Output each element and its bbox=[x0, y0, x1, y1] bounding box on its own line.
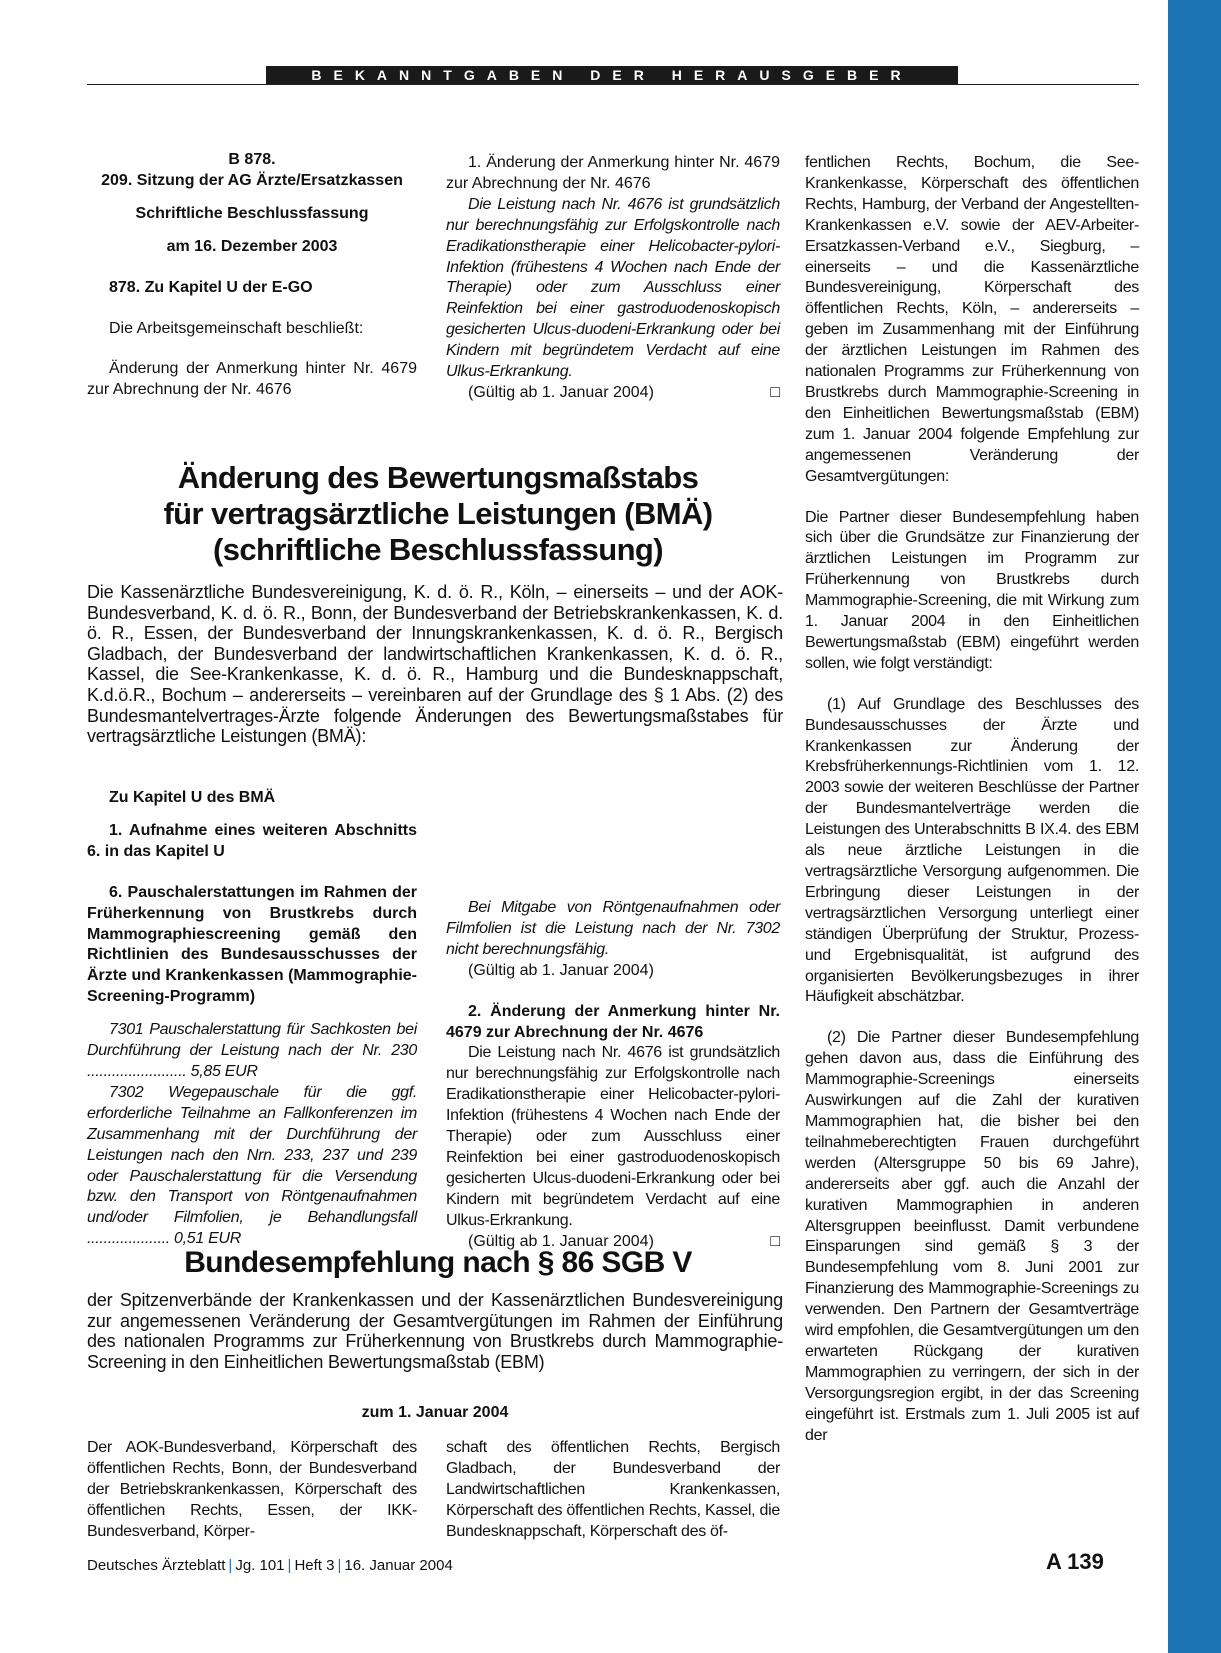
footer-citation bbox=[87, 1557, 453, 1574]
footer-separator: | bbox=[228, 1557, 233, 1574]
b878-change: Änderung der Anmerkung hinter Nr. 4679 zur Abrechnung der Nr. 4676 bbox=[87, 360, 417, 399]
page-number: A 139 bbox=[1046, 1549, 1104, 1574]
end-mark-icon: □ bbox=[770, 383, 780, 401]
b878-col2-heading: 1. Änderung der Anmerkung hinter Nr. 4679 zur Abrechnung der Nr. 4676 bbox=[446, 154, 780, 192]
bmae-chapter: Zu Kapitel U des BMÄ bbox=[109, 789, 276, 806]
header-rule bbox=[87, 84, 1139, 85]
footer-journal: Deutsches Ärzteblatt bbox=[87, 1557, 226, 1574]
bmae-title-line: für vertragsärztliche Leistungen (BMÄ) bbox=[163, 496, 713, 531]
bmae-note-7302: Bei Mitgabe von Röntgenaufnahmen oder Filmfolien ist die Leistung nach der Nr. 7302 nicht berechnungsfähig. bbox=[446, 899, 780, 958]
b878-date: am 16. Dezember 2003 bbox=[166, 237, 338, 255]
bmae-sub6: 6. Pauschalerstattungen im Rahmen der Früherkennung von Brustkrebs durch Mammographiescreening gemäß den Richtlinien des Bundesausschusses der Ärzte und Krankenkassen (Mammographie-Screening-Programm) bbox=[87, 883, 417, 1006]
b878-session: 209. Sitzung der AG Ärzte/Ersatzkassen bbox=[101, 171, 403, 189]
bmae-item-7301: 7301 Pauschalerstattung für Sachkosten bei Durchführung der Leistung nach der Nr. 230 ........................ 5,85 EUR bbox=[87, 1021, 417, 1080]
b878-resolves: Die Arbeitsgemeinschaft beschließt: bbox=[109, 319, 364, 337]
bmae-column-right bbox=[446, 898, 780, 1253]
bmae-sub2-text: Die Leistung nach Nr. 4676 ist grundsätzlich nur berechnungsfähig zur Erfolgskontrolle nach Eradikationstherapie einer Helicobacter-pylori-Infektion (frühestens 4 Wochen nach Ende der Therapie) oder zum Ausschluss einer Reinfektion bei einer gastroduodenoskopisch gesicherten Ulcus-duodeni-Erkrankung oder bei Kindern mit begründetem Verdacht auf eine Ulkus-Erkrankung. bbox=[446, 1044, 780, 1229]
empfehlung-col2: schaft des öffentlichen Rechts, Bergisch Gladbach, der Bundesverband der Landwirtschaftlichen Krankenkassen, Körperschaft des öffentlichen Rechts, Kassel, die Bundesknappschaft, Körperschaft des öf- bbox=[446, 1439, 780, 1540]
bmae-title-line: Änderung des Bewertungsmaßstabs bbox=[177, 460, 699, 495]
footer-separator: | bbox=[287, 1557, 292, 1574]
footer-separator: | bbox=[337, 1557, 342, 1574]
empfehlung-date: zum 1. Januar 2004 bbox=[361, 1404, 509, 1421]
b878-mode: Schriftliche Beschlussfassung bbox=[135, 204, 369, 222]
accent-sidebar bbox=[1168, 0, 1221, 1653]
b878-col2-text: Die Leistung nach Nr. 4676 ist grundsätzlich nur berechnungsfähig zur Erfolgskontrolle nach Eradikationstherapie einer Helicobacter-pylori-Infektion (frühestens 4 Wochen nach Ende der Therapie) oder zum Ausschluss einer Reinfektion bei einer gastroduodenoskopisch gesicherten Ulcus-duodeni-Erkrankung oder bei Kindern mit begründetem Verdacht auf eine Ulkus-Erkrankung. bbox=[446, 195, 780, 381]
bmae-intro: Die Kassenärztliche Bundesvereinigung, K. d. ö. R., Köln, – einerseits – und der AOK-Bundesverband, K. d. ö. R., Bonn, der Bundesverband der Betriebskrankenkassen, K. d. ö. R., Essen, der Bundesverband der Innungskrankenkassen, K. d. ö. R., Bergisch Gladbach, der Bundesverband der landwirtschaftlichen Krankenkassen, K. d. ö. R., Kassel, die See-Krankenkasse, K. d. ö. R., Hamburg und die Bundesknappschaft, K.d.ö.R., Bochum – andererseits – vereinbaren auf der Grundlage des § 1 Abs. (2) des Bundesmantelvertrages-Ärzte folgende Änderungen des Bewertungsmaßstabes für vertragsärztliche Leistungen (BMÄ): bbox=[87, 582, 783, 747]
empfehlung-col3 bbox=[805, 153, 1139, 1446]
bmae-sub2: 2. Änderung der Anmerkung hinter Nr. 4679 zur Abrechnung der Nr. 4676 bbox=[446, 1002, 780, 1041]
bmae-title bbox=[87, 460, 789, 568]
empfehlung-col3-p2: Die Partner dieser Bundesempfehlung haben sich über die Grundsätze zur Finanzierung der ärztlichen Leistungen im Programm zur Früherkennung von Brustkrebs durch Mammographie-Screening, die mit Wirkung zum 1. Januar 2004 in den Einheitlichen Bewertungsmaßstab (EBM) eingeführt werden sollen, wie folgt verständigt: bbox=[805, 508, 1139, 672]
bmae-valid: (Gültig ab 1. Januar 2004) bbox=[468, 961, 654, 979]
empfehlung-intro: der Spitzenverbände der Krankenkassen und der Kassenärztlichen Bundesvereinigung zur angemessenen Veränderung der Gesamtvergütungen im Rahmen der Einführung des nationalen Programms zur Früherkennung von Brustkrebs durch Mammographie-Screening in den Einheitlichen Bewertungsmaßstab (EBM) bbox=[87, 1290, 783, 1372]
b878-item-heading: 878. Zu Kapitel U der E-GO bbox=[109, 278, 313, 296]
footer-issue: Heft 3 bbox=[294, 1557, 335, 1574]
footer-volume: Jg. 101 bbox=[235, 1557, 285, 1574]
empfehlung-col3-p3: (1) Auf Grundlage des Beschlusses des Bundesausschusses der Ärzte und Krankenkassen zur Änderung der Krebsfrüherkennungs-Richtlinien vom 1. 12. 2003 sowie der weiteren Beschlüsse der Partner der Bundesmantelverträge werden die Leistungen des Unterabschnitts B IX.4. des EBM als neue ärztliche Leistungen in die vertragsärztliche Versorgung aufgenommen. Die Erbringung dieser Leistungen in der vertragsärztlichen Versorgung unterliegt einer ständigen Überprüfung der Struktur, Prozess- und Ergebnisqualität, ist aufgrund des organisierten Bevölkerungsbezuges in ihrer Häufigkeit abschätzbar. bbox=[805, 695, 1139, 1006]
bmae-valid-2: (Gültig ab 1. Januar 2004) bbox=[468, 1232, 654, 1250]
section-header: BEKANNTGABEN DER HERAUSGEBER bbox=[266, 66, 958, 84]
bmae-column-left bbox=[87, 788, 417, 1250]
b878-column-left bbox=[87, 150, 417, 401]
bmae-title-line: (schriftliche Beschlussfassung) bbox=[213, 532, 663, 567]
end-mark-icon: □ bbox=[770, 1232, 780, 1250]
b878-valid-row bbox=[446, 383, 780, 404]
bmae-sub1: 1. Aufnahme eines weiteren Abschnitts 6. in das Kapitel U bbox=[87, 821, 417, 860]
empfehlung-title: Bundesempfehlung nach § 86 SGB V bbox=[184, 1246, 692, 1279]
b878-column-right bbox=[446, 153, 780, 404]
bmae-item-7302: 7302 Wegepauschale für die ggf. erforderliche Teilnahme an Fallkonferenzen im Zusammenhang mit der Durchführung der Leistungen nach den Nrn. 233, 237 und 239 oder Pauschalerstattung für die Versendung bzw. den Transport von Röntgenaufnahmen und/oder Filmfolien, je Behandlungsfall .................... 0,51 EUR bbox=[87, 1083, 417, 1248]
empfehlung-col3-p1: fentlichen Rechts, Bochum, die See-Krankenkasse, Körperschaft des öffentlichen Rechts, Hamburg, der Verband der Angestellten-Krankenkassen e.V. sowie der AEV-Arbeiter-Ersatzkassen-Verband e.V., Siegburg, – einerseits – und die Kassenärztliche Bundesvereinigung, Körperschaft des öffentlichen Rechts, Köln, – andererseits – geben im Zusammenhang mit der Einführung der ärztlichen Leistungen im Rahmen des nationalen Programms zur Früherkennung von Brustkrebs durch Mammographie-Screening in den Einheitlichen Bewertungsmaßstab (EBM) zum 1. Januar 2004 folgende Empfehlung zur angemessenen Veränderung der Gesamtvergütungen: bbox=[805, 154, 1139, 485]
b878-number: B 878. bbox=[228, 151, 276, 168]
empfehlung-col3-p4: (2) Die Partner dieser Bundesempfehlung gehen davon aus, dass die Einführung des Mammographie-Screenings einerseits Auswirkungen auf die Zahl der kurativen Mammographien hat, die bisher bei den teilnahmeberechtigten Frauen durchgeführt werden (Altersgruppe 50 bis 69 Jahre), andererseits aber ggf. auch die Anzahl der kurativen Mammographien in anderen Altersgruppen beeinflusst. Damit verbundene Einsparungen sind gemäß § 3 der Bundesempfehlung vom 8. Juni 2001 zur Finanzierung des Mammographie-Screenings zu verwenden. Den Partnern der Gesamtverträge wird empfohlen, die Gesamtvergütungen um den erwarteten Rückgang der kurativen Mammographien zu verringern, der sich in der Versorgungsregion ergibt, in der das Screening eingeführt ist. Erstmals zum 1. Juli 2005 ist auf der bbox=[805, 1029, 1139, 1444]
b878-valid: (Gültig ab 1. Januar 2004) bbox=[468, 383, 654, 401]
empfehlung-col1: Der AOK-Bundesverband, Körperschaft des öffentlichen Rechts, Bonn, der Bundesverband der Betriebskrankenkassen, Körperschaft des öffentlichen Rechts, Essen, der IKK-Bundesverband, Körper- bbox=[87, 1439, 417, 1540]
footer-date: 16. Januar 2004 bbox=[344, 1557, 453, 1574]
